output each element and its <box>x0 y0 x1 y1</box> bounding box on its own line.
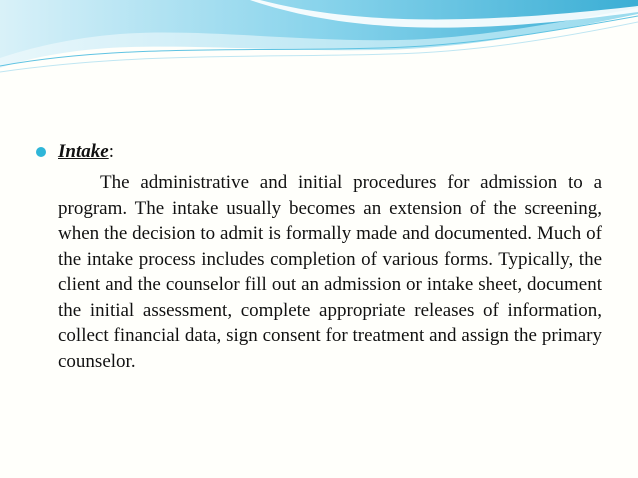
heading <box>58 141 114 163</box>
header-wave-decoration <box>0 0 638 80</box>
bullet-icon <box>36 147 46 157</box>
heading-term: Intake <box>58 141 109 162</box>
heading-colon: : <box>108 141 114 162</box>
bullet-heading-row <box>36 138 602 166</box>
slide-content <box>36 138 602 374</box>
body-paragraph: The administrative and initial procedures for admission to a program. The intake usually becomes an extension of the screening, when the decision to admit is formally made and documented. Much of the intake process includes completion of various forms. Typically, the client and the counselor fill out an admission or intake sheet, document the initial assessment, complete appropriate releases of information, collect financial data, sign consent for treatment and assign the primary counselor. <box>58 172 602 372</box>
